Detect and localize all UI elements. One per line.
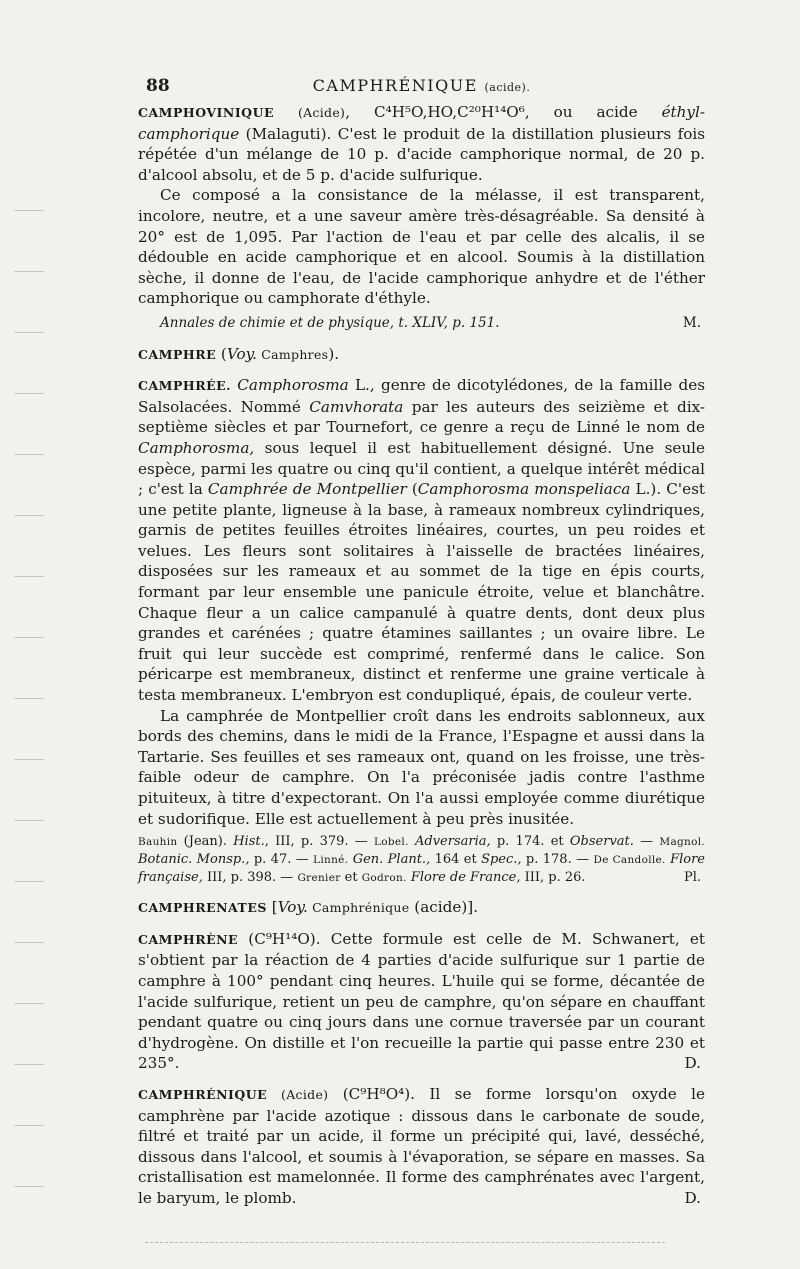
formula: (C⁹H⁸O⁴).	[328, 1084, 416, 1103]
author: Magnol.	[659, 836, 706, 849]
entry-text: Il se forme lorsqu'on oxyde le camphrène par l'acide azotique : dissous dans le carbonate de soude, filtré et traité par un acide, il forme un précipité qui, lavé, desséché, dissous dans l'alcool, et soumis à l'évaporation, se sépare en masses. Sa cristallisation est mamelonnée. Il forme des camphrénates avec l'argent, le baryum, le plomb.	[138, 1084, 705, 1207]
running-title: CAMPHRÉNIQUE	[312, 76, 478, 95]
entry-paragraph	[138, 375, 705, 706]
ref-text: III, p. 398. —	[202, 870, 298, 886]
entry-text: (Malaguti). C'est le produit de la distillation plusieurs fois répétée d'un mélange de 10 p. d'acide camphorique normal, de 20 p. d'alcool absolu, et de 5 p. d'acide sulfurique.	[138, 124, 705, 184]
running-subtitle: (acide).	[484, 81, 531, 94]
entry-paragraph: La camphrée de Montpellier croît dans les endroits sablonneux, aux bords des chemins, dans le midi de la France, l'Espagne et aussi dans la Tartarie. Ses feuilles et ses rameaux ont, quand on les froisse, une très-faible odeur de camphre. On l'a préconisée jadis contre l'asthme pituiteux, à titre d'expectorant. On l'a aussi employée comme diurétique et sudorifique. Elle est actuellement à peu près inusitée.	[138, 706, 705, 828]
author: Bauhin	[138, 836, 178, 849]
headword: CAMPHRENATES	[138, 900, 267, 916]
entry-camphrene	[138, 929, 705, 1074]
ref-open: (	[216, 344, 227, 363]
ref-target: Camphrénique	[307, 900, 410, 916]
italic-name: éthyl-camphorique	[138, 103, 706, 143]
headword: CAMPHRÈNE	[138, 931, 239, 947]
entry-paragraph: Ce composé a la consistance de la mélasse, il est transparent, incolore, neutre, et a une saveur amère très-désagréable. Sa densité à 20° est de 1,095. Par l'action de l'eau et par celle des alcalis, il se dédouble en acide camphorique et en alcool. Soumis à la distillation sèche, il donne de l'eau, de l'acide camphorique anhydre et de l'éther camphorique ou camphorate d'éthyle.	[138, 186, 705, 308]
author: Grenier	[297, 872, 341, 885]
ref-voy: Voy.	[277, 898, 308, 917]
entry-paragraph	[138, 1084, 705, 1209]
formula: (C⁹H¹⁴O).	[238, 929, 321, 948]
ref-title: Spec.,	[481, 852, 522, 868]
headword: CAMPHOVINIQUE	[138, 105, 274, 120]
reference-line	[138, 313, 705, 334]
entry-camphovinique	[138, 102, 705, 334]
entry-camphrenique	[138, 1084, 705, 1209]
ref-text: et	[340, 870, 362, 886]
ref-close: ).	[328, 344, 340, 363]
running-head	[138, 76, 705, 95]
entry-paragraph	[138, 897, 705, 919]
ref-target: Camphres	[256, 346, 329, 362]
ref-text: (Jean).	[177, 834, 234, 850]
ref-voy: Voy.	[226, 344, 257, 363]
signature: M.	[682, 314, 701, 331]
ref-title: Observat.	[569, 834, 634, 850]
page-number: 88	[146, 76, 170, 96]
author: Lobel.	[374, 836, 409, 849]
ref-text: 164 et	[430, 852, 482, 868]
reference: Annales de chimie et de physique, t. XLIV, p. 151.	[160, 314, 500, 331]
ref-title: Adversaria,	[414, 834, 491, 850]
italic-term: Camphorosma monspeliaca	[417, 480, 631, 499]
ref-text: p. 174. et	[490, 834, 570, 850]
entry-text: (	[406, 480, 418, 499]
ref-title: Hist.	[233, 834, 265, 850]
author: Linné.	[313, 854, 349, 867]
ref-text: p. 178. —	[521, 852, 594, 868]
entry-paragraph	[138, 102, 705, 185]
signature: Pl.	[683, 870, 701, 886]
headword: CAMPHRE	[138, 346, 217, 362]
ref-text: III, p. 26.	[520, 870, 586, 886]
bibliography	[138, 833, 705, 887]
entry-text: L., genre de dicotylédones, de la famille des Salsolacées. Nommé	[138, 376, 705, 416]
entry-paragraph	[138, 344, 705, 366]
page-header	[138, 70, 705, 100]
bottom-rule	[145, 1242, 665, 1243]
entry-text: Cette formule est celle de M. Schwanert, et s'obtient par la réaction de 4 parties d'acide sulfurique sur 1 partie de camphre à 100° pendant cinq heures. L'huile qui se forme, décantée de l'acide sulfurique, retient un peu de camphre, qu'on sépare en chauffant pendant quatre ou cinq jours dans une cornue traversée par un courant d'hydrogène. On distille et l'on recueille la partie qui passe entre 230 et 235°.	[138, 929, 705, 1073]
ref-text: p. 47. —	[249, 852, 314, 868]
ref-close: (acide)].	[409, 898, 479, 917]
headword: CAMPHRÉE.	[138, 378, 231, 394]
ref-title: Gen. Plant.,	[352, 852, 431, 868]
italic-term: Camphrée de Montpellier	[207, 480, 407, 499]
ref-title: Flore française,	[138, 852, 705, 886]
entry-text: L.). C'est une petite plante, ligneuse à la base, à rameaux nombreux cylindriques, garnis de petites feuilles étroites linéaires, courtes, un peu roides et velues. Les fleurs sont solitaires à l'aisselle de bractées linéaires, disposées sur les rameaux et au sommet de la tige en épis courts, formant par leur ensemble une panicule étroite, velue et blanchâtre. Chaque fleur a un calice campanulé à quatre dents, dont deux plus grandes et carénées ; quatre étamines saillantes ; un ovaire libre. Le fruit qui leur succède est comprimé, renfermé dans le calice. Son péricarpe est membraneux, distinct et renferme une graine verticale à testa membraneux. L'embryon est condupliqué, épais, de couleur verte.	[138, 480, 705, 705]
entry-camphree	[138, 375, 705, 887]
entry-camphrenates	[138, 897, 705, 919]
headword: CAMPHRÉNIQUE	[138, 1086, 268, 1102]
italic-term: Camphorosma,	[138, 438, 255, 457]
entry-camphre	[138, 344, 705, 366]
entry-paragraph	[138, 929, 705, 1074]
formula: , C⁴H⁵O,HO,C²⁰H¹⁴O⁶, ou acide	[345, 103, 662, 121]
ref-text: —	[633, 834, 660, 850]
genus-name: Camphorosma	[231, 376, 349, 395]
signature: D.	[684, 1188, 701, 1207]
entry-text: sous lequel il est habituellement désigné. Une seule espèce, parmi les quatre ou cinq qu'il contient, a quelque intérêt médical ; c'est la	[138, 438, 705, 499]
entry-tag: (Acide)	[267, 1086, 329, 1102]
ref-open: [	[266, 898, 278, 917]
italic-term: Camvhorata	[309, 397, 404, 416]
signature: D.	[684, 1054, 701, 1073]
ref-text: , III, p. 379. —	[264, 834, 374, 850]
entry-tag: (Acide)	[297, 105, 346, 120]
entry-text: par les auteurs des seizième et dix-septième siècles et par Tournefort, ce genre a reçu de Linné le nom de	[138, 397, 705, 437]
author: Godron.	[361, 872, 407, 885]
margin-marks	[14, 150, 44, 1230]
ref-title: Botanic. Monsp.,	[138, 852, 250, 868]
author: De Candolle.	[593, 854, 666, 867]
ref-title: Flore de France,	[410, 870, 521, 886]
